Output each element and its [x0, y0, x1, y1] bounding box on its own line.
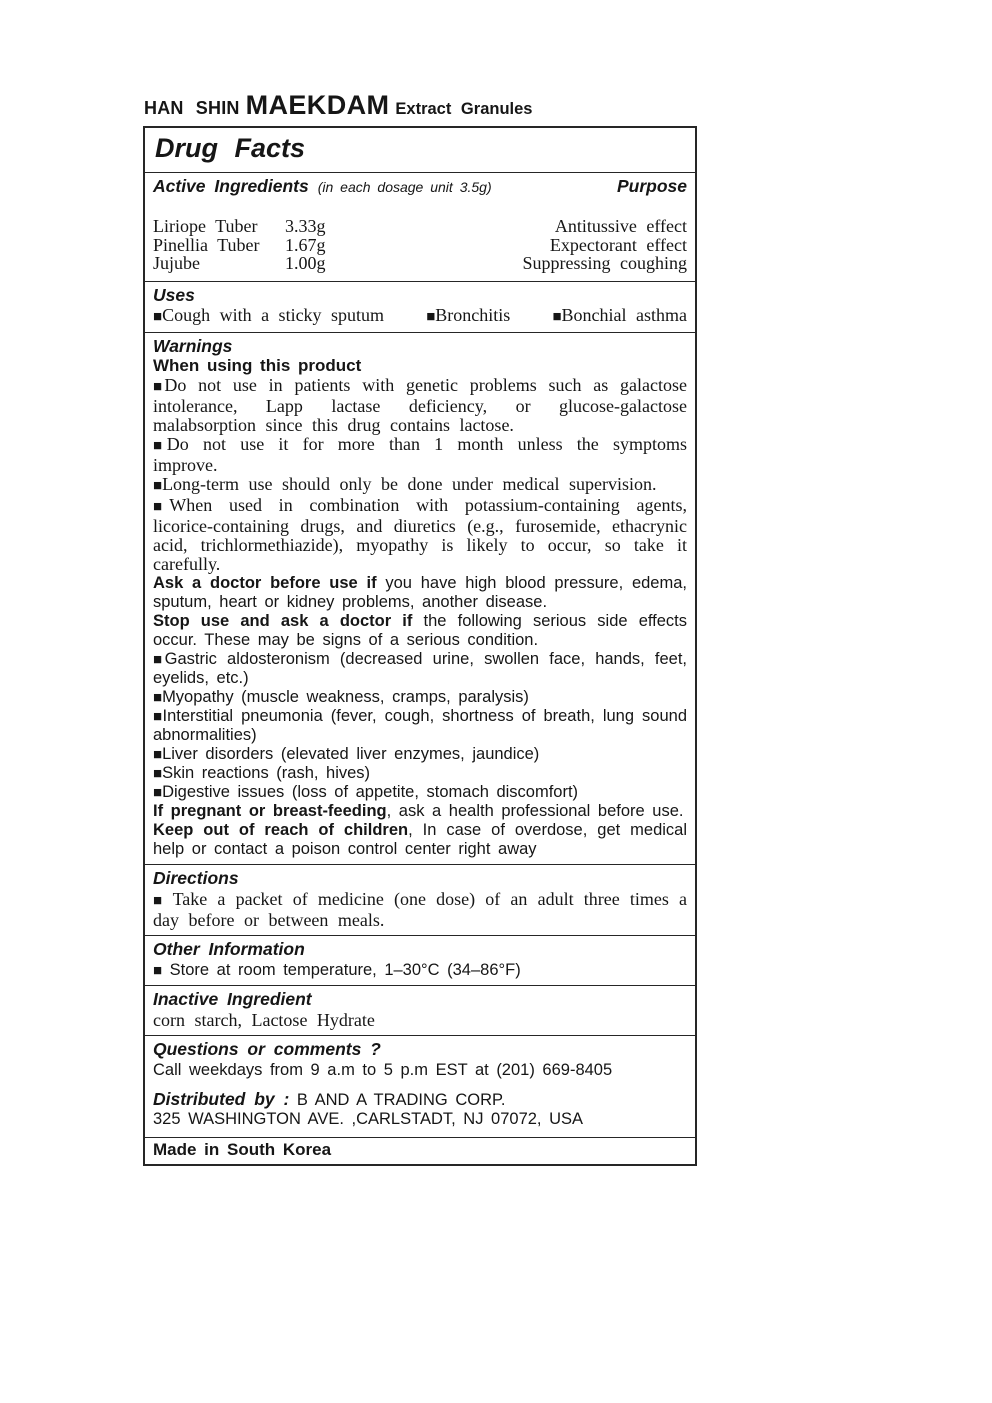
warning-item	[153, 435, 687, 475]
square-bullet-icon: ■	[153, 437, 167, 454]
side-effect-text: Skin reactions (rash, hives)	[162, 763, 371, 782]
side-effect-text: Interstitial pneumonia (fever, cough, shortness of breath, lung sound abnormalities)	[153, 706, 687, 744]
square-bullet-icon: ■	[153, 764, 163, 782]
stop-use-lead: Stop use and ask a doctor if	[153, 611, 413, 630]
distributed-by-address: 325 WASHINGTON AVE. ,CARLSTADT, NJ 07072, USA	[153, 1109, 584, 1128]
warning-item	[153, 496, 687, 574]
ingredient-name: Liriope Tuber	[153, 216, 258, 236]
ask-doctor-warning	[153, 574, 687, 612]
directions-body: Take a packet of medicine (one dose) of an adult three times a day before or between meals.	[153, 888, 687, 930]
ingredient-row	[153, 254, 687, 273]
other-information-text	[153, 961, 687, 980]
use-item	[552, 305, 687, 327]
product-name: MAEKDAM	[245, 90, 390, 120]
ingredient-amount: 1.67g	[285, 234, 326, 255]
square-bullet-icon: ■	[552, 308, 562, 325]
square-bullet-icon: ■	[153, 961, 163, 979]
side-effect-text: Myopathy (muscle weakness, cramps, paralysis)	[162, 687, 529, 706]
square-bullet-icon: ■	[153, 498, 170, 515]
square-bullet-icon: ■	[153, 707, 163, 725]
section-active-ingredients	[145, 172, 695, 281]
use-item-label: Cough with a sticky sputum	[162, 304, 385, 325]
drug-facts-title: Drug Facts	[155, 133, 306, 163]
questions-heading: Questions or comments ?	[153, 1038, 381, 1059]
product-suffix: Extract Granules	[395, 100, 533, 118]
square-bullet-icon: ■	[153, 745, 163, 763]
side-effect-item	[153, 688, 687, 707]
made-in-text: Made in South Korea	[153, 1139, 332, 1159]
children-text: , In case of overdose, get medical help or contact a poison control center right away	[153, 820, 688, 858]
ingredient-amount: 1.00g	[285, 253, 326, 273]
warning-text: When used in combination with potassium-containing agents, licorice-containing drugs, and diuretics (e.g., furosemide, ethacrynic acid, trichlormethiazide), myopathy is likely to occur, so take it carefully.	[153, 494, 687, 574]
square-bullet-icon: ■	[153, 308, 163, 325]
section-inactive-ingredient	[145, 985, 695, 1035]
stop-use-warning	[153, 612, 687, 650]
uses-list	[153, 305, 687, 327]
section-other-information	[145, 935, 695, 985]
brand-name: HAN SHIN	[144, 98, 240, 118]
side-effect-text: Gastric aldosteronism (decreased urine, swollen face, hands, feet, eyelids, etc.)	[153, 649, 687, 687]
use-item	[426, 305, 510, 327]
side-effect-item	[153, 783, 687, 802]
side-effect-item	[153, 764, 687, 783]
pregnant-warning	[153, 802, 687, 821]
purpose-label: Purpose	[616, 176, 687, 196]
active-ingredients-header	[153, 176, 687, 196]
use-item-label: Bonchial asthma	[561, 304, 687, 325]
section-warnings	[145, 332, 695, 864]
square-bullet-icon: ■	[153, 477, 163, 494]
square-bullet-icon: ■	[426, 308, 436, 325]
drug-facts-box	[143, 126, 697, 1166]
active-ingredients-table	[153, 217, 687, 273]
warning-text: Do not use it for more than 1 month unless the symptoms improve.	[153, 433, 688, 475]
inactive-ingredient-text: corn starch, Lactose Hydrate	[153, 1009, 375, 1030]
distributed-by-lead: Distributed by :	[153, 1088, 290, 1109]
ask-doctor-lead: Ask a doctor before use if	[153, 573, 377, 592]
warnings-heading: Warnings	[153, 335, 233, 356]
square-bullet-icon: ■	[153, 378, 165, 395]
ask-doctor-text: you have high blood pressure, edema, sputum, heart or kidney problems, another disease.	[153, 573, 687, 611]
when-using-heading: When using this product	[153, 355, 362, 375]
other-information-body: Store at room temperature, 1–30°C (34–86°F)	[169, 960, 521, 979]
children-warning	[153, 821, 687, 859]
square-bullet-icon: ■	[153, 892, 163, 909]
ingredient-purpose: Suppressing coughing	[522, 253, 687, 273]
pregnant-text: , ask a health professional before use.	[386, 801, 684, 820]
ingredient-purpose: Antitussive effect	[554, 216, 687, 236]
distributed-by-name: B AND A TRADING CORP.	[289, 1090, 506, 1109]
side-effect-text: Liver disorders (elevated liver enzymes, jaundice)	[162, 744, 540, 763]
product-title	[144, 90, 697, 121]
questions-text: Call weekdays from 9 a.m to 5 p.m EST at (201) 669-8405	[153, 1060, 613, 1079]
square-bullet-icon: ■	[153, 688, 163, 706]
warning-item	[153, 475, 687, 496]
other-information-heading: Other Information	[153, 938, 305, 959]
square-bullet-icon: ■	[153, 650, 165, 668]
inactive-ingredient-heading: Inactive Ingredient	[153, 988, 312, 1009]
ingredient-purpose: Expectorant effect	[549, 234, 687, 255]
section-uses	[145, 281, 695, 332]
side-effect-text: Digestive issues (loss of appetite, stomach discomfort)	[162, 782, 579, 801]
uses-heading: Uses	[153, 284, 195, 305]
section-made-in	[145, 1137, 695, 1164]
ingredient-row	[153, 236, 687, 255]
directions-text	[153, 890, 687, 930]
directions-heading: Directions	[153, 867, 239, 888]
section-questions-distributed	[145, 1035, 695, 1137]
ingredient-amount: 3.33g	[285, 216, 326, 236]
ingredient-name: Jujube	[153, 253, 200, 273]
warning-text: Do not use in patients with genetic problems such as galactose intolerance, Lapp lactase deficiency, or glucose-galactose malabsorption since this drug contains lactose.	[153, 374, 687, 435]
warning-text: Long-term use should only be done under medical supervision.	[162, 473, 657, 494]
stop-use-text: the following serious side effects occur. These may be signs of a serious condition.	[153, 611, 688, 649]
distributed-by-line	[153, 1089, 687, 1110]
section-directions	[145, 864, 695, 935]
pregnant-lead: If pregnant or breast-feeding	[153, 801, 387, 820]
dosage-unit-note: (in each dosage unit 3.5g)	[317, 179, 492, 195]
section-drug-facts-header	[145, 128, 695, 172]
active-ingredients-heading: Active Ingredients	[153, 176, 309, 196]
side-effect-item	[153, 707, 687, 745]
children-lead: Keep out of reach of children	[153, 820, 409, 839]
use-item	[153, 305, 384, 327]
ingredient-name: Pinellia Tuber	[153, 234, 260, 255]
square-bullet-icon: ■	[153, 783, 163, 801]
side-effect-item	[153, 650, 687, 688]
side-effect-item	[153, 745, 687, 764]
use-item-label: Bronchitis	[435, 304, 511, 325]
warning-item	[153, 376, 687, 435]
ingredient-row	[153, 217, 687, 236]
drug-facts-label	[143, 90, 697, 1166]
